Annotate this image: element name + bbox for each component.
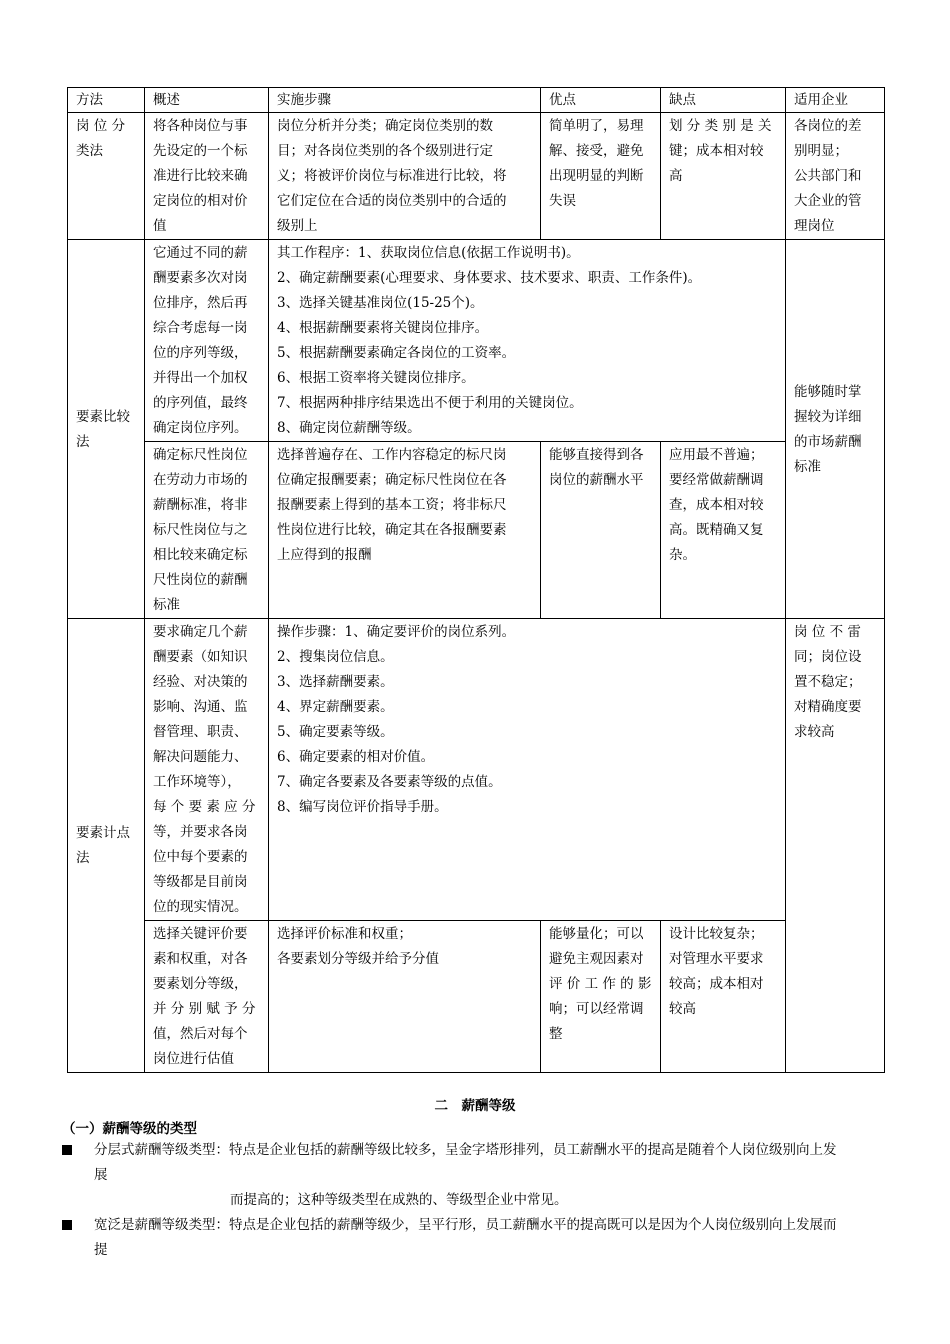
cell-line: 它们定位在合适的岗位类别中的合适的 — [277, 193, 507, 209]
cell-line: 应用最不普遍； — [669, 447, 764, 463]
cell-line: 8、确定岗位薪酬等级。 — [277, 420, 421, 436]
cell-line: 要素划分等级， — [153, 976, 248, 992]
cell-line: 定岗位的相对价 — [153, 193, 248, 209]
cell-line: 位确定报酬要素；确定标尺性岗位在各 — [277, 472, 507, 488]
cell-line: 岗 位 不 雷 — [794, 624, 861, 640]
header-method: 方法 — [68, 88, 145, 113]
cell-line: 各要素划分等级并给予分值 — [277, 951, 439, 967]
cell-line: 确定岗位序列。 — [153, 420, 248, 436]
cell-line: 在劳动力市场的 — [153, 472, 248, 488]
cell-line: 法 — [76, 850, 90, 866]
cell-line: 的市场薪酬 — [794, 433, 862, 450]
cell-line: 解决问题能力、 — [153, 749, 248, 765]
cell-line: 将各种岗位与事 — [153, 118, 248, 134]
cell-line: 位中每个要素的 — [153, 849, 248, 865]
cell-line: 操作步骤：1、确定要评价的岗位系列。 — [277, 624, 516, 640]
header-overview: 概述 — [145, 88, 269, 113]
cell-line: 求较高 — [794, 724, 835, 740]
cell-line: 3、选择关键基准岗位(15-25个)。 — [277, 295, 484, 311]
cell-line: 3、选择薪酬要素。 — [277, 674, 394, 690]
cell-method — [68, 619, 145, 1073]
cell-line: 要素计点 — [76, 825, 130, 841]
cell-line: 键；成本相对较 — [669, 143, 764, 159]
cell-line: 失误 — [549, 193, 576, 209]
cell-line: 2、搜集岗位信息。 — [277, 649, 394, 665]
section-title: 二 薪酬等级 — [434, 1098, 516, 1114]
table-row-classification — [68, 113, 885, 240]
cell-line: 先设定的一个标 — [153, 143, 248, 159]
cell-cons — [661, 442, 786, 619]
cell-line: 影响、沟通、监 — [153, 699, 248, 715]
cell-line: 6、确定要素的相对价值。 — [277, 749, 435, 765]
square-bullet-icon — [62, 1145, 72, 1155]
cell-fit — [786, 240, 885, 619]
cell-line: 划 分 类 别 是 关 — [669, 118, 772, 134]
section-subtitle: （一）薪酬等级的类型 — [62, 1121, 197, 1137]
header-steps: 实施步骤 — [269, 88, 541, 113]
cell-overview — [145, 442, 269, 619]
cell-line: 上应得到的报酬 — [277, 547, 372, 563]
cell-line: 选择关键评价要 — [153, 926, 248, 942]
cell-line: 岗位的薪酬水平 — [549, 472, 644, 488]
cell-line: 各岗位的差 — [794, 118, 862, 134]
cell-line: 相比较来确定标 — [153, 547, 248, 563]
cell-line: 其工作程序：1、获取岗位信息(依据工作说明书)。 — [277, 245, 580, 261]
cell-line: 理岗位 — [794, 218, 835, 234]
cell-line: 公共部门和 — [794, 168, 862, 184]
paragraph-line: 提 — [94, 1242, 108, 1258]
cell-line: 对精确度要 — [794, 699, 862, 715]
cell-line: 它通过不同的薪 — [153, 245, 248, 261]
cell-line: 整 — [549, 1026, 563, 1042]
cell-line: 尺性岗位的薪酬 — [153, 572, 248, 588]
cell-line: 薪酬标准，将非 — [153, 497, 248, 513]
cell-steps — [269, 442, 541, 619]
table-row-point-factor-b — [68, 921, 885, 1073]
cell-line: 出现明显的判断 — [549, 168, 644, 184]
cell-line: 解、接受，避免 — [549, 143, 644, 159]
cell-steps — [269, 921, 541, 1073]
cell-line: 值，然后对每个 — [153, 1026, 248, 1042]
cell-line: 准进行比较来确 — [153, 168, 248, 184]
cell-overview — [145, 240, 269, 442]
cell-line: 每 个 要 素 应 分 — [153, 799, 256, 815]
cell-line: 的序列值，最终 — [153, 395, 248, 411]
cell-steps — [269, 619, 786, 921]
cell-line: 并得出一个加权 — [153, 370, 248, 386]
cell-line: 杂。 — [669, 547, 696, 563]
cell-line: 督管理、职责、 — [153, 724, 248, 740]
cell-cons — [661, 921, 786, 1073]
cell-method — [68, 113, 145, 240]
cell-line: 高 — [669, 168, 683, 184]
cell-line: 设计比较复杂； — [669, 926, 764, 942]
cell-line: 响；可以经常调 — [549, 1001, 644, 1017]
cell-line: 报酬要素上得到的基本工资；将非标尺 — [277, 497, 507, 513]
cell-line: 岗位进行估值 — [153, 1051, 234, 1067]
header-fit: 适用企业 — [786, 88, 885, 113]
cell-pros — [541, 442, 661, 619]
cell-line: 要素比较 — [76, 408, 130, 425]
table-header-row — [68, 88, 885, 113]
cell-overview — [145, 619, 269, 921]
cell-line: 确定标尺性岗位 — [153, 447, 248, 463]
cell-pros — [541, 921, 661, 1073]
cell-overview — [145, 113, 269, 240]
cell-line: 位排序，然后再 — [153, 295, 248, 311]
cell-fit — [786, 113, 885, 240]
cell-cons — [661, 113, 786, 240]
cell-line: 大企业的管 — [794, 193, 862, 209]
cell-line: 素和权重，对各 — [153, 951, 248, 967]
cell-line: 查，成本相对较 — [669, 497, 764, 513]
paragraph-line: 展 — [94, 1167, 108, 1183]
cell-fit — [786, 619, 885, 1073]
job-evaluation-table — [67, 87, 885, 1073]
cell-line: 目；对各岗位类别的各个级别进行定 — [277, 143, 493, 159]
cell-line: 要求确定几个薪 — [153, 624, 248, 640]
cell-line: 同；岗位设 — [794, 649, 862, 665]
cell-line: 标准 — [153, 597, 180, 613]
square-bullet-icon — [62, 1220, 72, 1230]
paragraph-line: 分层式薪酬等级类型：特点是企业包括的薪酬等级比较多，呈金字塔形排列，员工薪酬水平的提高是随着个人岗位级别向上发 — [94, 1142, 837, 1158]
cell-line: 4、界定薪酬要素。 — [277, 699, 394, 715]
cell-line: 法 — [76, 433, 90, 450]
cell-line: 酬要素多次对岗 — [153, 270, 248, 286]
cell-line: 位的现实情况。 — [153, 899, 248, 915]
cell-line: 5、根据薪酬要素确定各岗位的工资率。 — [277, 345, 516, 361]
paragraph-line: 而提高的；这种等级类型在成熟的、等级型企业中常见。 — [230, 1192, 568, 1208]
cell-steps — [269, 113, 541, 240]
cell-line: 岗位分析并分类；确定岗位类别的数 — [277, 118, 493, 134]
cell-line: 酬要素（如知识 — [153, 649, 248, 665]
cell-line: 6、根据工资率将关键岗位排序。 — [277, 370, 475, 386]
cell-line: 简单明了，易理 — [549, 118, 644, 134]
cell-line: 高。既精确又复 — [669, 522, 764, 538]
cell-line: 性岗位进行比较，确定其在各报酬要素 — [277, 522, 507, 538]
cell-line: 选择评价标准和权重； — [277, 926, 412, 942]
cell-line: 别明显； — [794, 143, 848, 159]
header-pros: 优点 — [541, 88, 661, 113]
cell-line: 义；将被评价岗位与标准进行比较，将 — [277, 168, 507, 184]
cell-line: 综合考虑每一岗 — [153, 320, 248, 336]
cell-line: 对管理水平要求 — [669, 951, 764, 967]
cell-line: 避免主观因素对 — [549, 951, 644, 967]
cell-line: 并 分 别 赋 予 分 — [153, 1001, 256, 1017]
cell-line: 置不稳定； — [794, 674, 862, 690]
cell-line: 能够直接得到各 — [549, 447, 644, 463]
cell-pros — [541, 113, 661, 240]
cell-line: 选择普遍存在、工作内容稳定的标尺岗 — [277, 447, 507, 463]
cell-line: 4、根据薪酬要素将关键岗位排序。 — [277, 320, 489, 336]
cell-line: 工作环境等）， — [153, 774, 241, 790]
cell-line: 位的序列等级， — [153, 345, 248, 361]
cell-method — [68, 240, 145, 619]
cell-line: 能够随时掌 — [794, 383, 862, 400]
table-row-factor-comparison-b — [68, 442, 885, 619]
cell-line: 标尺性岗位与之 — [153, 522, 248, 538]
cell-line: 值 — [153, 218, 167, 234]
cell-line: 握较为详细 — [794, 408, 862, 425]
paragraph-line: 宽泛是薪酬等级类型：特点是企业包括的薪酬等级少，呈平行形，员工薪酬水平的提高既可以是因为个人岗位级别向上发展而 — [94, 1217, 837, 1233]
cell-line: 7、确定各要素及各要素等级的点值。 — [277, 774, 502, 790]
cell-line: 较高 — [669, 1001, 696, 1017]
cell-line: 类法 — [76, 143, 103, 159]
cell-line: 评 价 工 作 的 影 — [549, 976, 652, 992]
cell-line: 8、编写岗位评价指导手册。 — [277, 799, 448, 815]
cell-line: 5、确定要素等级。 — [277, 724, 394, 740]
cell-line: 等，并要求各岗 — [153, 824, 248, 840]
header-cons: 缺点 — [661, 88, 786, 113]
cell-line: 7、根据两种排序结果选出不便于利用的关键岗位。 — [277, 395, 583, 411]
cell-overview — [145, 921, 269, 1073]
cell-line: 能够量化；可以 — [549, 926, 644, 942]
table-row-point-factor-a — [68, 619, 885, 921]
cell-line: 经验、对决策的 — [153, 674, 248, 690]
cell-line: 级别上 — [277, 218, 318, 234]
cell-line: 较高；成本相对 — [669, 976, 764, 992]
cell-line: 标准 — [794, 458, 821, 475]
cell-line: 等级都是目前岗 — [153, 874, 248, 890]
cell-steps — [269, 240, 786, 442]
cell-line: 岗 位 分 — [76, 118, 126, 134]
table-row-factor-comparison-a — [68, 240, 885, 442]
cell-line: 要经常做薪酬调 — [669, 472, 764, 488]
cell-line: 2、确定薪酬要素(心理要求、身体要求、技术要求、职责、工作条件)。 — [277, 270, 702, 286]
